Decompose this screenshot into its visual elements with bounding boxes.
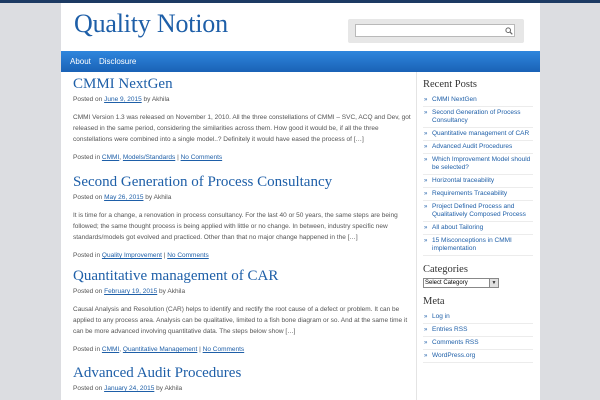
meta-label[interactable]: Comments RSS <box>432 339 479 346</box>
bullet-icon: » <box>424 238 428 244</box>
bullet-icon: » <box>424 97 428 103</box>
recent-post-label[interactable]: Second Generation of Process Consultancy <box>432 109 521 124</box>
widget-title-categories: Categories <box>423 264 468 275</box>
post-author[interactable]: Akhila <box>151 96 170 103</box>
site-title[interactable]: Quality Notion <box>74 9 228 38</box>
recent-posts-list <box>423 94 533 256</box>
meta-link[interactable] <box>423 337 533 350</box>
posted-on-label: Posted on <box>73 96 103 103</box>
page-container <box>61 3 540 400</box>
post-date-link[interactable]: May 26, 2015 <box>104 194 144 201</box>
posted-in-label: Posted in <box>73 154 101 161</box>
bullet-icon: » <box>424 157 428 163</box>
meta-label[interactable]: Log in <box>432 313 450 320</box>
bullet-icon: » <box>424 131 428 137</box>
bullet-icon: » <box>424 204 428 210</box>
post-meta <box>73 194 411 201</box>
by-label: by <box>145 194 153 201</box>
widget-title-meta: Meta <box>423 296 445 307</box>
sidebar <box>423 79 533 363</box>
post-categories: Posted in CMMI, Quantitative Management | No Comments <box>73 346 245 353</box>
recent-post-label[interactable]: 15 Misconceptions in CMMI implementation <box>432 237 512 252</box>
post-author[interactable]: Akhila <box>153 194 172 201</box>
recent-post-label[interactable]: CMMI NextGen <box>432 96 477 103</box>
post <box>73 268 411 353</box>
post-meta <box>73 385 411 392</box>
post <box>73 174 411 259</box>
post-title[interactable]: Second Generation of Process Consultancy <box>73 174 333 190</box>
post-title[interactable]: Advanced Audit Procedures <box>73 365 242 381</box>
post-author[interactable]: Akhila <box>167 288 186 295</box>
posted-on-label: Posted on <box>73 385 103 392</box>
post <box>73 76 411 161</box>
meta-label[interactable]: WordPress.org <box>432 352 476 359</box>
post-meta <box>73 288 411 295</box>
bullet-icon: » <box>424 314 428 320</box>
category-select[interactable] <box>423 278 499 288</box>
bullet-icon: » <box>424 110 428 116</box>
bullet-icon: » <box>424 327 428 333</box>
post-author[interactable]: Akhila <box>164 385 183 392</box>
recent-post-link[interactable] <box>423 235 533 256</box>
bullet-icon: » <box>424 353 428 359</box>
recent-post-link[interactable] <box>423 154 533 175</box>
main-nav <box>61 51 540 72</box>
posted-in-label: Posted in <box>73 252 101 259</box>
meta-label[interactable]: Entries RSS <box>432 326 468 333</box>
bullet-icon: » <box>424 178 428 184</box>
by-label: by <box>143 96 151 103</box>
meta-list <box>423 311 533 363</box>
bullet-icon: » <box>424 144 428 150</box>
search-box <box>348 19 524 43</box>
meta-link[interactable] <box>423 324 533 337</box>
recent-post-link[interactable] <box>423 141 533 154</box>
posted-on-label: Posted on <box>73 194 103 201</box>
recent-post-link[interactable] <box>423 201 533 222</box>
search-input[interactable] <box>355 24 515 37</box>
recent-post-label[interactable]: Horizontal traceability <box>432 177 495 184</box>
category-link[interactable]: CMMI <box>101 154 120 161</box>
nav-item-disclosure[interactable]: Disclosure <box>99 57 137 66</box>
comments-link[interactable]: No Comments <box>180 154 223 161</box>
category-link[interactable]: Quality Improvement <box>101 252 162 259</box>
nav-item-about[interactable]: About <box>70 57 91 66</box>
recent-post-label[interactable]: Quantitative management of CAR <box>432 130 530 137</box>
posted-on-label: Posted on <box>73 288 103 295</box>
category-select-value: Select Category <box>425 280 468 286</box>
meta-link[interactable] <box>423 350 533 363</box>
recent-post-label[interactable]: Project Defined Process and Qualitatively Composed Process <box>432 203 526 218</box>
category-link[interactable]: Models/Standards <box>122 154 176 161</box>
meta-link[interactable] <box>423 311 533 324</box>
recent-post-link[interactable] <box>423 128 533 141</box>
post-date-link[interactable]: June 9, 2015 <box>104 96 142 103</box>
widget-title-recent-posts: Recent Posts <box>423 79 477 90</box>
by-label: by <box>156 385 164 392</box>
post-excerpt: It is time for a change, a renovation in process consultancy. For the last 40 or 50 years, the same steps are being followed; the same thought process is being applied with little or no change. In between, industry specific new standards/models got evolved and practiced. Other than that no major change happened in the […] <box>73 212 398 241</box>
posted-in-label: Posted in <box>73 346 101 353</box>
post-excerpt: Causal Analysis and Resolution (CAR) helps to identify and rectify the root cause of a defect or problem. It can be applied to any process area. Analysis can be qualitative, limited to a fish bone diagram or so. And at the same time it can be more advanced involving quantitative data. The steps below show […] <box>73 306 408 335</box>
recent-post-link[interactable] <box>423 222 533 235</box>
chevron-down-icon: ▼ <box>489 279 498 287</box>
post-excerpt: CMMI Version 1.3 was released on November 1, 2010. All the three constellations of CMMI – SVC, ACQ and Dev, got released in the same period, considering the similarities across them. How good it would be, if all the three constellations were combined into a single model..? Definitely it would have eased the process of […] <box>73 114 411 143</box>
category-link[interactable]: CMMI <box>101 346 120 353</box>
recent-post-link[interactable] <box>423 107 533 128</box>
post-title[interactable]: CMMI NextGen <box>73 76 173 92</box>
post-categories: Posted in Quality Improvement | No Comments <box>73 252 209 259</box>
post-title[interactable]: Quantitative management of CAR <box>73 268 279 284</box>
comments-link[interactable]: No Comments <box>202 346 245 353</box>
recent-post-label[interactable]: Which Improvement Model should be selected? <box>432 156 531 171</box>
recent-post-link[interactable] <box>423 175 533 188</box>
recent-post-label[interactable]: Requirements Traceability <box>432 190 508 197</box>
post-categories: Posted in CMMI, Models/Standards | No Comments <box>73 154 223 161</box>
post-meta <box>73 96 411 103</box>
recent-post-link[interactable] <box>423 188 533 201</box>
post-date-link[interactable]: January 24, 2015 <box>104 385 155 392</box>
search-icon[interactable] <box>503 24 515 37</box>
category-link[interactable]: Quantitative Management <box>122 346 198 353</box>
post <box>73 365 411 392</box>
post-date-link[interactable]: February 19, 2015 <box>104 288 158 295</box>
comments-link[interactable]: No Comments <box>167 252 209 259</box>
bullet-icon: » <box>424 191 428 197</box>
bullet-icon: » <box>424 340 428 346</box>
recent-post-label[interactable]: Advanced Audit Procedures <box>432 143 513 150</box>
recent-post-link[interactable] <box>423 94 533 107</box>
recent-post-label[interactable]: All about Tailoring <box>432 224 484 231</box>
by-label: by <box>159 288 166 295</box>
sidebar-divider <box>416 72 417 400</box>
bullet-icon: » <box>424 225 428 231</box>
